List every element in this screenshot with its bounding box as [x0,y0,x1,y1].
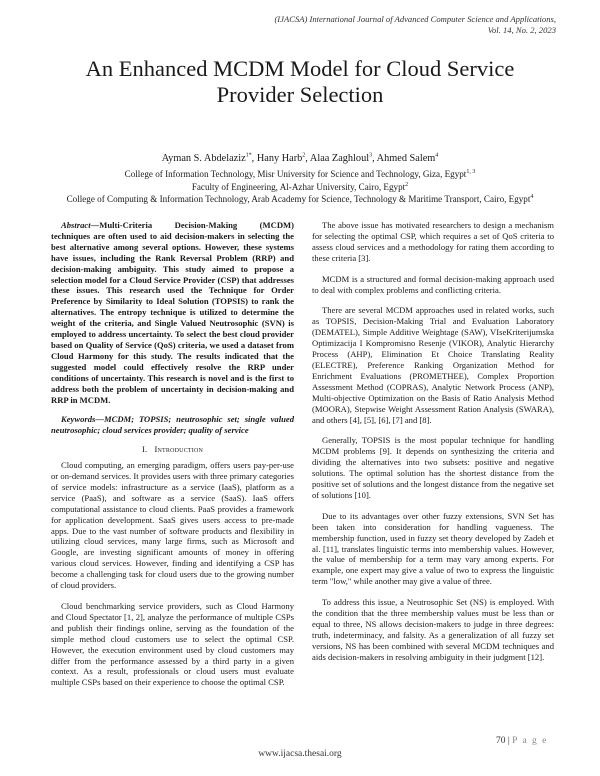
right-column [312,220,554,673]
abstract [51,220,294,405]
body-paragraph: MCDM is a structured and formal decision-making approach used to deal with complex problems and conflicting criteria. [312,273,554,295]
body-paragraph: Due to its advantages over other fuzzy extensions, SVN Set has been taken into consideration for handling vagueness. The membership function, used in fuzzy set theory developed by Zadeh et al. [11], translates linguistic terms into membership values. However, the value of membership for a term may vary among experts. For example, one expert may give a value of two to express the linguistic term "low," while another may give a value of three. [312,510,554,587]
affiliation-list [20,168,580,206]
left-column [51,220,294,698]
body-paragraph: The above issue has motivated researchers to design a mechanism for selecting the optimal CSP, which requires a set of QoS criteria to assess cloud services and a methodology for rating them according to these criteria [3]. [312,220,554,263]
page-number-value: 70 [496,736,506,746]
body-paragraph: Cloud benchmarking service providers, such as Cloud Harmony and Cloud Spectator [1, 2], analyze the performance of multiple CSPs and publish their findings online, serving as the foundation of the simple method cloud customers use to select the optimal CSP. However, the execution environment used by cloud customers may differ from the performance assessed by a third party in a given context. As a result, professionals or cloud users must evaluate multiple CSPs based on their experience to choose the optimal CSP. [51,601,294,688]
journal-header [136,14,556,36]
footer-url: www.ijacsa.thesai.org [258,749,342,759]
author-2: Hany Harb [256,153,303,164]
page-word: P a g e [512,736,548,746]
author-4: Ahmed Salem [376,153,436,164]
section-title: Introduction [154,444,204,455]
journal-name: (IJACSA) International Journal of Advanced Computer Science and Applications, [274,14,556,24]
abstract-label: Abstract [61,220,91,230]
body-paragraph: There are several MCDM approaches used in related works, such as TOPSIS, Decision-Making Trial and Evaluation Laboratory (DEMATEL), Simple Additive Weightage (SAW), VIseKriterijumska Optimizacija I Kompromisno Resenje (VIKOR), Analytic Hierarchy Process (AHP), Elimination Et Choice Translating Reality (ELECTRE), Preference Ranking Organization Method for Enrichment Evaluations (PROMETHEE), Complex Proportion Assessment Method (COPRAS), Analytic Network Process (ANP), Multi-objective Optimization on the Basis of Ratio Analysis Method (MOORA), Stepwise Weight Assessment Ration Analysis (SWARA), and others [4], [5], [6], [7] and [8]. [312,305,554,425]
author-2-sup: 2 [302,152,306,159]
section-heading [51,444,294,455]
author-1-sup: 1* [245,152,252,159]
abstract-body: —Multi-Criteria Decision-Making (MCDM) techniques are often used to aid decision-makers in selecting the best alternative among several options. However, these systems have issues, including the Rank Reversal Problem (RRP) and decision-making ambiguity. This study aimed to propose a selection model for a Cloud Service Provider (CSP) that addresses these issues. This research used the Technique for Order Preference by Similarity to Ideal Solution (TOPSIS) to rank the alternatives. The entropy technique is utilized to determine the weight of the criteria, and Single Valued Neutrosophic (SVN) is employed to address uncertainty. To select the best cloud provider based on Quality of Service (QoS) criteria, we used a dataset from Cloud Harmony for this study. The results indicated that the suggested model could effectively resolve the RRP under conditions of uncertainty. This research is novel and is the first to address both the problem of uncertainty in decision-making and RRP in MCDM. [51,220,294,405]
journal-volume: Vol. 14, No. 2, 2023 [487,25,556,35]
author-3-sup: 3 [369,152,373,159]
author-list: Ayman S. Abdelaziz$^{1*}$, Hany Harb$^2$, Alaa Zaghloul$^3$, Ahmed Salem$^4$ [161,152,439,164]
body-paragraph: To address this issue, a Neutrosophic Set (NS) is employed. With the condition that the three membership values must be less than or equal to three, NS allows decision-makers to judge in three degrees: truth, indeterminacy, and falsity. As a generalization of all fuzzy set versions, NS has been combined with several MCDM techniques and aids decision-makers in resolving ambiguity in their judgment [12]. [312,597,554,662]
body-paragraph: Cloud computing, an emerging paradigm, offers users pay-per-use or on-demand services. It provides users with three primary categories of service models: infrastructure as a service (IaaS), platform as a service (PaaS), and software as a service (SaaS). IaaS offers computational assistance to cloud clients. PaaS provides a framework for application development. SaaS gives users access to pre-made apps. Due to the vast number of software products and flexibility in utilizing cloud services, many large firms, such as Microsoft and Google, are investing significant amounts of money in offering various cloud services. However, finding and identifying a CSP has become a challenging task for cloud users due to the growing number of cloud providers. [51,460,294,591]
title-line-2: Provider Selection [216,82,384,107]
affiliation-3: College of Computing & Information Technology, Arab Academy for Science, Technology & Maritime Transport, Cairo, Egypt$^4$ [66,193,534,204]
author-1: Ayman S. Abdelaziz [161,153,246,164]
keywords: Keywords—MCDM; TOPSIS; neutrosophic set; single valued neutrosophic; cloud services provider; quality of service [51,414,294,436]
body-paragraph: Generally, TOPSIS is the most popular technique for handling MCDM problems [9]. It depends on synthesizing the criteria and dividing the alternatives into two subsets: positive and negative solutions. The optimal solution has the shortest distance from the positive set of solutions and the longest distance from the negative set of solutions [10]. [312,435,554,500]
title-line-1: An Enhanced MCDM Model for Cloud Service [85,56,515,81]
page-number: 70 | P a g e [496,736,548,746]
section-number: I. [141,444,148,455]
affiliation-1: College of Information Technology, Misr University for Science and Technology, Giza, Egypt$^{1, 3}$ [124,168,476,179]
paper-title [40,56,560,108]
author-3: Alaa Zaghloul [309,153,370,164]
affiliation-2: Faculty of Engineering, Al-Azhar University, Cairo, Egypt$^2$ [191,181,409,192]
author-4-sup: 4 [435,152,439,159]
